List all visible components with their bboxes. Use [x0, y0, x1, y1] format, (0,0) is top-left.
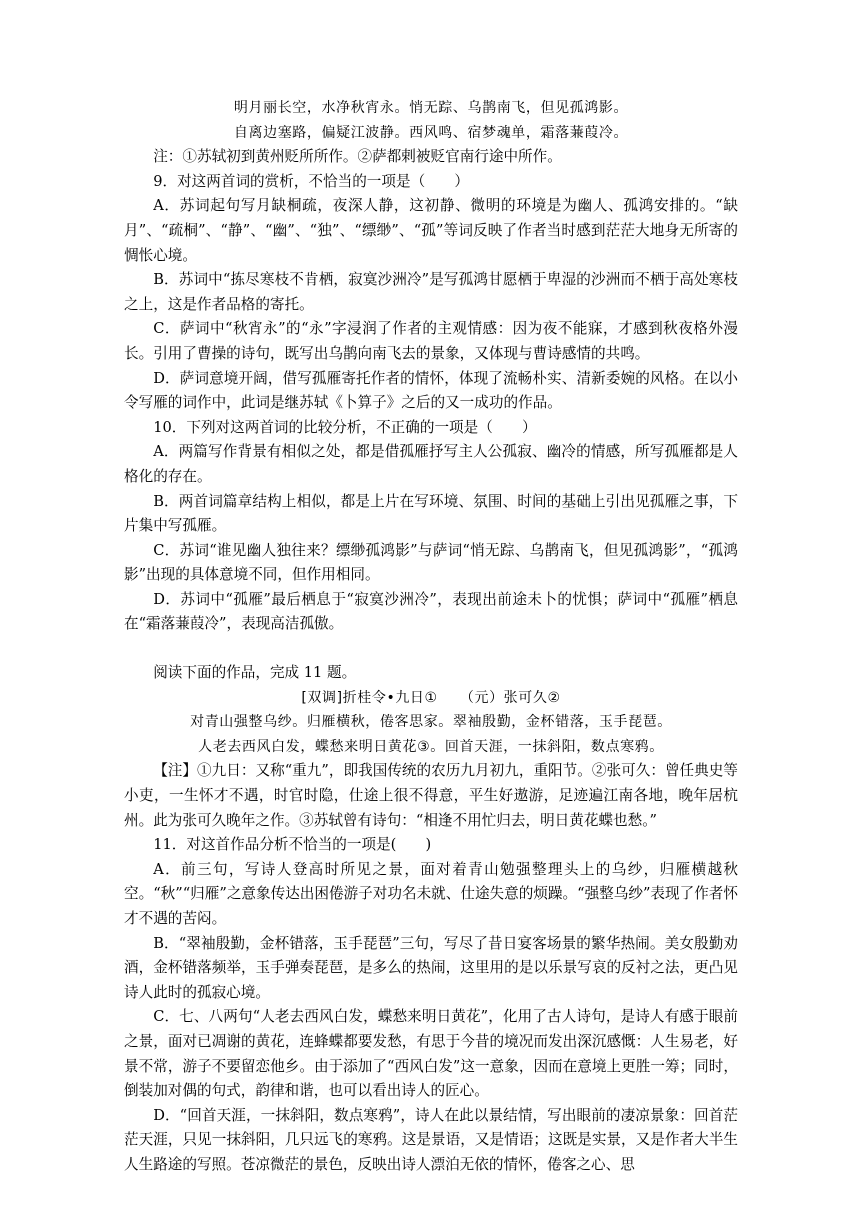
- question-9-option-c: C．萨词中“秋宵永”的“永”字浸润了作者的主观情感：因为夜不能寐，才感到秋夜格外漫长。引用了曹操的诗句，既写出乌鹊向南飞去的景象，又体现与曹诗感情的共鸣。: [124, 320, 738, 362]
- question-9-option-b: B．苏词中“拣尽寒枝不肯栖，寂寞沙洲冷”是写孤鸿甘愿栖于卑湿的沙洲而不栖于高处寒枝之上，这是作者品格的寄托。: [124, 271, 738, 313]
- question-9-option-a: A．苏词起句写月缺桐疏，夜深人静，这初静、微明的环境是为幽人、孤鸿安排的。“缺月”、“疏桐”、“静”、“幽”、“独”、“缥缈”、“孤”等词反映了作者当时感到茫茫大地身无所寄的惆怅心境。: [124, 197, 738, 264]
- question-9-option-d: D．萨词意境开阔，借写孤雁寄托作者的情怀，体现了流畅朴实、清新委婉的风格。在以小令写雁的词作中，此词是继苏轼《卜算子》之后的又一成功的作品。: [124, 369, 738, 412]
- note-2: 【注】①九日：又称“重九”，即我国传统的农历九月初九，重阳节。②张可久：曾任典史等小吏，一生怀才不遇，时官时隐，仕途上很不得意，平生好遨游，足迹遍江南各地，晚年居杭州。此为张可久晚年之作。③苏轼曾有诗句：“相逢不用忙归去，明日黄花蝶也愁。”: [124, 762, 738, 829]
- question-10-stem: 10．下列对这两首词的比较分析，不正确的一项是（ ）: [153, 418, 537, 436]
- question-11-option-c: C．七、八两句“人老去西风白发，蝶愁来明日黄花”，化用了古人诗句，是诗人有感于眼前之景，面对已凋谢的黄花，连蜂蝶都要发愁，有思于今昔的境况而发出深沉感慨：人生易老，好景不常，游子不要留恋他乡。由于添加了“西风白发”这一意象，因而在意境上更胜一筹；同时，倒装加对偶的句式，韵律和谐，也可以看出诗人的匠心。: [124, 1008, 738, 1100]
- poem-line-1: 明月丽长空，水净秋宵永。悄无踪、乌鹊南飞，但见孤鸿影。: [233, 100, 629, 116]
- poem-2-line-1: 对青山强整乌纱。归雁横秋，倦客思家。翠袖殷勤，金杯错落，玉手琵琶。: [190, 714, 672, 731]
- question-11-option-a: A．前三句，写诗人登高时所见之景，面对着青山勉强整理头上的乌纱，归雁横越秋空。“秋”“归雁”之意象传达出困倦游子对功名未就、仕途失意的烦躁。“强整乌纱”表现了作者怀才不遇的苦闷。: [124, 860, 738, 927]
- section-gap: [124, 637, 738, 661]
- question-11-option-b: B．“翠袖殷勤，金杯错落，玉手琵琶”三句，写尽了昔日宴客场景的繁华热闹。美女殷勤劝酒，金杯错落频举，玉手弹奏琵琶，是多么的热闹，这里用的是以乐景写哀的反衬之法，更凸见诗人此时的孤寂心境。: [124, 934, 738, 1001]
- note-1: 注：①苏轼初到黄州贬所所作。②萨都剌被贬官南行途中所作。: [153, 148, 562, 166]
- poem-line-2: 自离边塞路，偏疑江波静。西风鸣、宿梦魂单，霜落蒹葭冷。: [233, 124, 629, 141]
- question-11-option-d: D．“回首天涯，一抹斜阳，数点寒鸦”，诗人在此以景结情，写出眼前的凄凉景象：回首茫茫天涯，只见一抹斜阳，几只远飞的寒鸦。这是景语，又是情语；这既是实景，又是作者大半生人生路途的写照。苍凉微茫的景色，反映出诗人漂泊无依的情怀，倦客之心、思: [124, 1106, 738, 1173]
- question-11-stem: 11．对这首作品分析不恰当的一项是( ): [153, 836, 432, 854]
- question-10-option-c: C．苏词“谁见幽人独往来？缥缈孤鸿影”与萨词“悄无踪、乌鹊南飞，但见孤鸿影”，“孤鸿影”出现的具体意境不同，但作用相同。: [124, 541, 738, 584]
- poem-2-title: [双调]折桂令•九日① （元）张可久②: [301, 689, 561, 706]
- question-9-stem: 9．对这两首词的赏析，不恰当的一项是（ ）: [153, 172, 469, 190]
- poem-2-line-2: 人老去西风白发，蝶愁来明日黄花③。回首天涯，一抹斜阳，数点寒鸦。: [198, 738, 664, 755]
- reading-intro: 阅读下面的作品，完成 11 题。: [153, 664, 357, 682]
- question-10-option-d: D．苏词中“孤雁”最后栖息于“寂寞沙洲冷”，表现出前途未卜的忧惧；萨词中“孤雁”栖息在“霜落蒹葭冷”，表现高洁孤傲。: [124, 590, 738, 633]
- question-10-option-a: A．两篇写作背景有相似之处，都是借孤雁抒写主人公孤寂、幽冷的情感，所写孤雁都是人格化的存在。: [124, 443, 738, 485]
- question-10-option-b: B．两首词篇章结构上相似，都是上片在写环境、氛围、时间的基础上引出见孤雁之事，下片集中写孤雁。: [124, 492, 738, 535]
